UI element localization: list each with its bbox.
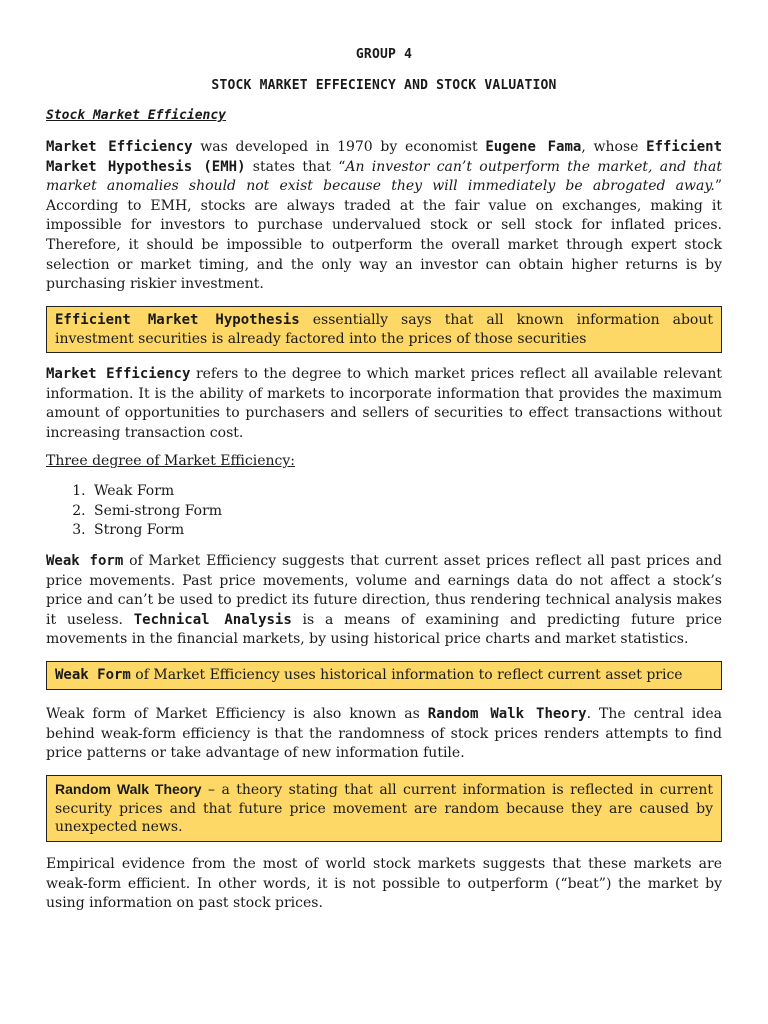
text-run: Three degree of Market Efficiency [46,453,291,469]
list-item: 1. Weak Form [90,482,222,502]
box-text: – a theory stating that all current information is reflected in current security prices and that future price movement are random because they are caused by unexpected news. [55,782,713,835]
degrees-list [46,482,222,541]
text-run: , whose [581,139,647,155]
box-term: Efficient Market Hypothesis [55,312,300,328]
text-run: refers to the degree to which market prices reflect all available relevant information. It is the ability of markets to incorporate information that provides the maximum amount of opportunities to purchasers and sellers of securities to effect transactions without increasing transaction cost. [46,366,723,441]
box-term: Weak Form [55,667,131,683]
document-title: STOCK MARKET EFFECIENCY AND STOCK VALUATION [211,78,557,93]
term-random-walk-theory: Random Walk Theory [427,706,587,722]
section-heading: Stock Market Efficiency [46,108,227,123]
term-eugene-fama: Eugene Fama [485,139,582,155]
box-text: essentially says that all known information about investment securities is already factored into the prices of those securities [55,312,713,347]
term-market-efficiency: Market Efficiency [46,139,193,155]
term-technical-analysis: Technical Analysis [133,611,292,628]
degrees-heading [46,453,295,469]
random-walk-paragraph [46,705,722,764]
box-text: of Market Efficiency uses historical information to reflect current asset price [130,667,683,683]
weak-form-highlight-box [46,661,722,690]
text-run: : [290,453,296,469]
term-weak-form: Weak form [46,553,124,569]
text-run: states that “ [245,158,346,175]
random-walk-highlight-box [46,775,722,842]
text-run: Weak form of Market Efficiency is also known as [46,706,428,722]
empirical-paragraph: Empirical evidence from the most of world stock markets suggests that these markets are weak-form efficient. In other words, it is not possible to outperform (“beat”) the market by using information on past stock prices. [46,856,722,912]
emh-highlight-box [46,306,722,353]
box-term: Random Walk Theory [55,781,202,797]
text-run: ” According to EMH, stocks are always traded at the fair value on exchanges, making it impossible for investors to purchase undervalued stock or sell stock for inflated prices. Therefore, it should be impossible to outperform the overall market through expert stock selection or market timing, and the only way an investor can obtain higher returns is by purchasing riskier investment. [46,178,722,293]
text-run: of Market Efficiency suggests that current asset prices reflect all past prices and price movements. Past price movements, volume and earnings data do not affect a stock’s price and can’t be used to predict its future direction, thus rendering technical analysis makes it useless. [46,553,723,628]
list-item: 2. Semi-strong Form [90,502,222,522]
text-run: . The central idea behind weak-form efficiency is that the randomness of stock prices renders attempts to find price patterns or take advantage of new information futile. [46,706,723,762]
intro-paragraph [46,138,722,295]
emh-quote: An investor can’t outperform the market, and that market anomalies should not exist because they will immediately be abrogated away. [46,158,722,195]
text-run: is a means of examining and predicting future price movements in the financial markets, by using historical price charts and market statistics. [46,611,722,648]
group-heading: GROUP 4 [355,47,413,62]
list-item: 3. Strong Form [90,521,222,541]
term-emh: Efficient Market Hypothesis (EMH) [46,139,722,175]
weak-form-paragraph [46,552,722,650]
text-run: was developed in 1970 by economist [192,139,486,155]
market-efficiency-paragraph [46,365,722,443]
term-market-efficiency: Market Efficiency [46,366,191,382]
